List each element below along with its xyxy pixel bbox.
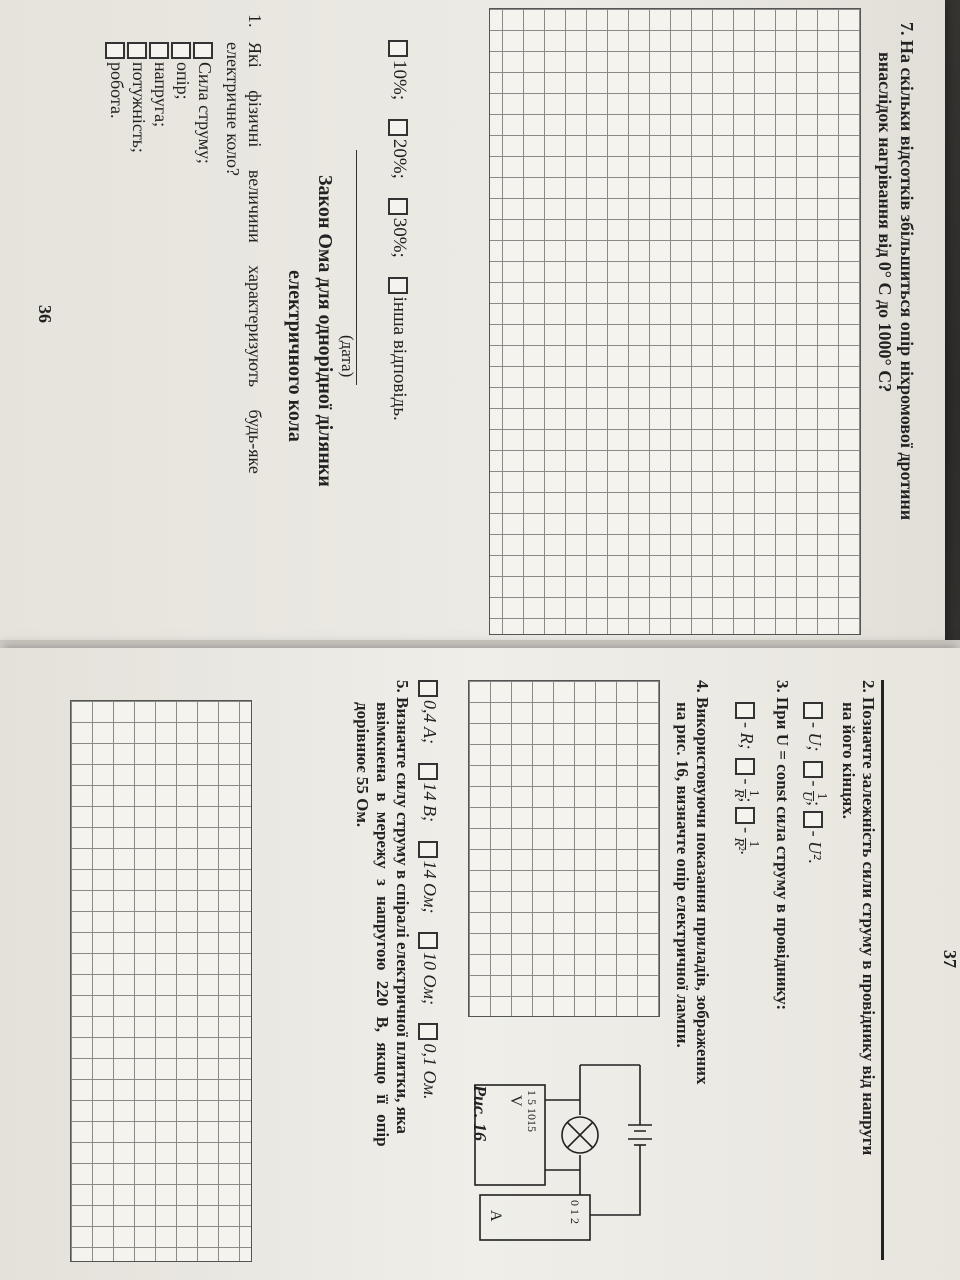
- checkbox[interactable]: [804, 702, 824, 719]
- q4-option-3[interactable]: 14 Ом;: [418, 841, 440, 914]
- answer-grid-q4[interactable]: [468, 680, 660, 1017]
- section-title-line1: Закон Ома для однорідної ділянки: [314, 175, 336, 487]
- q1-option-3[interactable]: напруга;: [149, 42, 171, 127]
- checkbox[interactable]: [418, 932, 438, 949]
- q4-text-line1: 4. Використовуючи показання приладів, зображених: [693, 680, 712, 1085]
- checkbox[interactable]: [127, 42, 147, 59]
- ammeter-scale: 0 1 2: [568, 1200, 582, 1224]
- checkbox[interactable]: [171, 42, 191, 59]
- figure-caption: Рис. 16: [470, 1085, 490, 1141]
- q4-option-4[interactable]: 10 Ом;: [418, 932, 440, 1005]
- checkbox[interactable]: [193, 42, 213, 59]
- q1-option-4[interactable]: потужність;: [127, 42, 149, 153]
- q1-option-5[interactable]: робота.: [105, 42, 127, 119]
- q7-option-4[interactable]: інша відповідь.: [388, 277, 409, 421]
- page-36-content-lower: [10, 0, 955, 650]
- q3-option-2[interactable]: - 1 R ;: [737, 758, 757, 802]
- q4-option-2[interactable]: 14 В;: [418, 763, 440, 823]
- checkbox[interactable]: [736, 702, 756, 719]
- voltmeter-scale: 1 5 1015: [525, 1090, 539, 1132]
- q7-text-line1: 7. На скільки відсотків збільшиться опір ніхромової дротини: [897, 22, 917, 521]
- q5-text-line1: 5. Визначте силу струму в спіралі електричної плитки, яка: [393, 680, 412, 1134]
- q2-options: [799, 702, 828, 864]
- q7-option-1[interactable]: 10%;: [388, 40, 409, 100]
- q1-text-line1: Які фізичні величини характеризують будь-яке: [245, 42, 265, 474]
- ammeter-label: A: [487, 1210, 504, 1222]
- checkbox[interactable]: [736, 807, 756, 824]
- q2-text-line1: 2. Позначте залежність сили струму в провіднику від напруги: [859, 680, 878, 1156]
- q3-options: [731, 702, 760, 855]
- checkbox[interactable]: [418, 763, 438, 780]
- q5-text-line3: дорівнює 55 Ом.: [353, 702, 372, 828]
- checkbox[interactable]: [804, 811, 824, 828]
- q2-option-3[interactable]: - U².: [805, 811, 825, 864]
- q4-option-1[interactable]: 0,4 А;: [418, 680, 440, 744]
- q1-option-2[interactable]: опір;: [171, 42, 193, 100]
- q1-text-line2: електричне коло?: [223, 42, 243, 176]
- q3-option-3[interactable]: - 1 R² .: [737, 807, 757, 855]
- q7-option-3[interactable]: 30%;: [388, 198, 409, 258]
- q5-text-line2: ввімкнена в мережу з напругою 220 В, якщо її опір: [373, 702, 392, 1147]
- q3-option-1[interactable]: - R;: [737, 702, 757, 749]
- date-label: (дата): [338, 335, 357, 378]
- top-rule: [881, 680, 884, 1260]
- q1-option-1[interactable]: Сила струму;: [193, 42, 215, 164]
- voltmeter-label: V: [507, 1095, 524, 1107]
- q1-number: 1.: [245, 14, 265, 28]
- q7-option-2[interactable]: 20%;: [388, 119, 409, 179]
- q3-text: 3. При U = const сила струму в провіднику:: [773, 680, 792, 1011]
- q4-option-5[interactable]: 0,1 Ом.: [418, 1023, 440, 1099]
- checkbox[interactable]: [418, 1023, 438, 1040]
- page-number-37: 37: [940, 950, 960, 968]
- q4-text-line2: на рис. 16, визначте опір електричної лампи.: [673, 702, 692, 1048]
- checkbox[interactable]: [736, 758, 756, 775]
- q2-option-2[interactable]: - 1 U ;: [805, 761, 825, 807]
- q2-option-1[interactable]: - U;: [805, 702, 825, 752]
- checkbox[interactable]: [418, 680, 438, 697]
- checkbox[interactable]: [804, 761, 824, 778]
- page-number-36: 36: [35, 305, 55, 323]
- checkbox[interactable]: [105, 42, 125, 59]
- q2-text-line2: на його кінцях.: [839, 702, 858, 819]
- checkbox[interactable]: [418, 841, 438, 858]
- answer-grid-q5[interactable]: [70, 700, 252, 1262]
- section-title-line2: електричного кола: [284, 270, 306, 442]
- checkbox[interactable]: [149, 42, 169, 59]
- q4-options: [418, 680, 440, 1113]
- q7-text-line2: внаслідок нагрівання від 0° C до 1000° C?: [875, 52, 895, 393]
